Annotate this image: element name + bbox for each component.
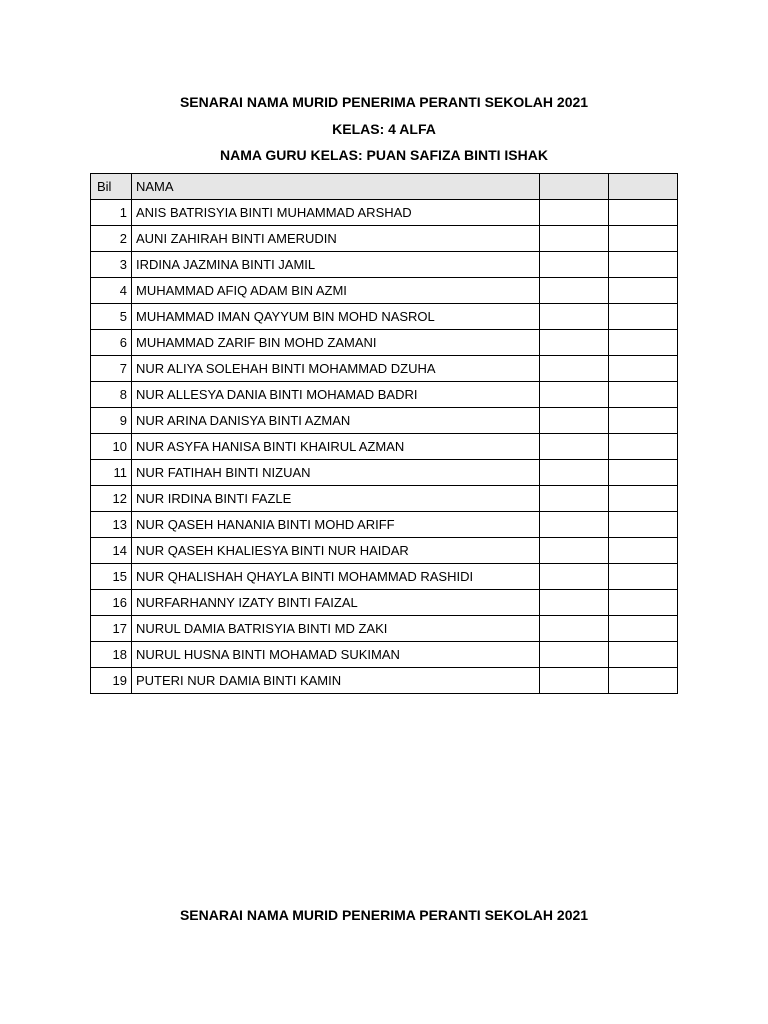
table-row bbox=[91, 642, 678, 668]
blank-cell bbox=[540, 330, 609, 356]
row-number-cell: 2 bbox=[91, 226, 132, 252]
blank-cell bbox=[609, 226, 678, 252]
blank-cell bbox=[609, 330, 678, 356]
blank-cell bbox=[609, 304, 678, 330]
table-row bbox=[91, 200, 678, 226]
blank-cell bbox=[609, 590, 678, 616]
student-name-cell: NUR ARINA DANISYA BINTI AZMAN bbox=[132, 408, 540, 434]
row-number-cell: 15 bbox=[91, 564, 132, 590]
column-header-blank-2 bbox=[609, 174, 678, 200]
blank-cell bbox=[540, 434, 609, 460]
blank-cell bbox=[540, 486, 609, 512]
row-number-cell: 13 bbox=[91, 512, 132, 538]
column-header-bil: Bil bbox=[91, 174, 132, 200]
table-row bbox=[91, 226, 678, 252]
document-title: SENARAI NAMA MURID PENERIMA PERANTI SEKOLAH 2021 bbox=[179, 94, 589, 110]
blank-cell bbox=[609, 642, 678, 668]
blank-cell bbox=[609, 356, 678, 382]
row-number-cell: 12 bbox=[91, 486, 132, 512]
blank-cell bbox=[540, 304, 609, 330]
roster-body bbox=[91, 174, 678, 694]
student-name-cell: PUTERI NUR DAMIA BINTI KAMIN bbox=[132, 668, 540, 694]
student-roster-table bbox=[90, 173, 678, 694]
table-row bbox=[91, 616, 678, 642]
student-name-cell: NUR FATIHAH BINTI NIZUAN bbox=[132, 460, 540, 486]
blank-cell bbox=[540, 278, 609, 304]
column-header-blank-1 bbox=[540, 174, 609, 200]
blank-cell bbox=[540, 538, 609, 564]
blank-cell bbox=[609, 434, 678, 460]
blank-cell bbox=[609, 252, 678, 278]
blank-cell bbox=[609, 538, 678, 564]
row-number-cell: 3 bbox=[91, 252, 132, 278]
row-number-cell: 17 bbox=[91, 616, 132, 642]
table-row bbox=[91, 668, 678, 694]
row-number-cell: 7 bbox=[91, 356, 132, 382]
next-page-title: SENARAI NAMA MURID PENERIMA PERANTI SEKOLAH 2021 bbox=[179, 907, 589, 923]
student-name-cell: NURFARHANNY IZATY BINTI FAIZAL bbox=[132, 590, 540, 616]
table-row bbox=[91, 564, 678, 590]
student-name-cell: NUR QASEH KHALIESYA BINTI NUR HAIDAR bbox=[132, 538, 540, 564]
teacher-line: NAMA GURU KELAS: PUAN SAFIZA BINTI ISHAK bbox=[220, 147, 548, 163]
table-row bbox=[91, 408, 678, 434]
table-row bbox=[91, 460, 678, 486]
table-row bbox=[91, 330, 678, 356]
table-row bbox=[91, 512, 678, 538]
student-name-cell: NUR QHALISHAH QHAYLA BINTI MOHAMMAD RASHIDI bbox=[132, 564, 540, 590]
blank-cell bbox=[540, 408, 609, 434]
row-number-cell: 14 bbox=[91, 538, 132, 564]
table-row bbox=[91, 434, 678, 460]
student-name-cell: NURUL DAMIA BATRISYIA BINTI MD ZAKI bbox=[132, 616, 540, 642]
blank-cell bbox=[609, 200, 678, 226]
table-row bbox=[91, 278, 678, 304]
blank-cell bbox=[540, 616, 609, 642]
row-number-cell: 11 bbox=[91, 460, 132, 486]
table-row bbox=[91, 382, 678, 408]
blank-cell bbox=[540, 564, 609, 590]
table-row bbox=[91, 590, 678, 616]
student-name-cell: AUNI ZAHIRAH BINTI AMERUDIN bbox=[132, 226, 540, 252]
row-number-cell: 1 bbox=[91, 200, 132, 226]
blank-cell bbox=[540, 460, 609, 486]
blank-cell bbox=[540, 512, 609, 538]
student-name-cell: NUR IRDINA BINTI FAZLE bbox=[132, 486, 540, 512]
student-name-cell: ANIS BATRISYIA BINTI MUHAMMAD ARSHAD bbox=[132, 200, 540, 226]
blank-cell bbox=[609, 460, 678, 486]
table-header-row bbox=[91, 174, 678, 200]
table-row bbox=[91, 356, 678, 382]
table-row bbox=[91, 538, 678, 564]
student-name-cell: MUHAMMAD AFIQ ADAM BIN AZMI bbox=[132, 278, 540, 304]
table-row bbox=[91, 486, 678, 512]
blank-cell bbox=[609, 486, 678, 512]
blank-cell bbox=[540, 356, 609, 382]
blank-cell bbox=[609, 512, 678, 538]
blank-cell bbox=[540, 642, 609, 668]
blank-cell bbox=[540, 590, 609, 616]
blank-cell bbox=[540, 668, 609, 694]
student-name-cell: IRDINA JAZMINA BINTI JAMIL bbox=[132, 252, 540, 278]
row-number-cell: 16 bbox=[91, 590, 132, 616]
blank-cell bbox=[609, 408, 678, 434]
student-name-cell: MUHAMMAD ZARIF BIN MOHD ZAMANI bbox=[132, 330, 540, 356]
blank-cell bbox=[609, 616, 678, 642]
row-number-cell: 6 bbox=[91, 330, 132, 356]
blank-cell bbox=[609, 564, 678, 590]
student-name-cell: NUR ALIYA SOLEHAH BINTI MOHAMMAD DZUHA bbox=[132, 356, 540, 382]
row-number-cell: 5 bbox=[91, 304, 132, 330]
blank-cell bbox=[540, 252, 609, 278]
student-name-cell: NUR QASEH HANANIA BINTI MOHD ARIFF bbox=[132, 512, 540, 538]
row-number-cell: 10 bbox=[91, 434, 132, 460]
row-number-cell: 9 bbox=[91, 408, 132, 434]
blank-cell bbox=[540, 226, 609, 252]
row-number-cell: 18 bbox=[91, 642, 132, 668]
student-name-cell: MUHAMMAD IMAN QAYYUM BIN MOHD NASROL bbox=[132, 304, 540, 330]
row-number-cell: 19 bbox=[91, 668, 132, 694]
student-name-cell: NURUL HUSNA BINTI MOHAMAD SUKIMAN bbox=[132, 642, 540, 668]
table-row bbox=[91, 252, 678, 278]
blank-cell bbox=[540, 382, 609, 408]
blank-cell bbox=[609, 278, 678, 304]
table-row bbox=[91, 304, 678, 330]
blank-cell bbox=[609, 668, 678, 694]
student-name-cell: NUR ALLESYA DANIA BINTI MOHAMAD BADRI bbox=[132, 382, 540, 408]
class-line: KELAS: 4 ALFA bbox=[332, 121, 436, 137]
blank-cell bbox=[540, 200, 609, 226]
column-header-nama: NAMA bbox=[132, 174, 540, 200]
row-number-cell: 8 bbox=[91, 382, 132, 408]
blank-cell bbox=[609, 382, 678, 408]
row-number-cell: 4 bbox=[91, 278, 132, 304]
student-name-cell: NUR ASYFA HANISA BINTI KHAIRUL AZMAN bbox=[132, 434, 540, 460]
